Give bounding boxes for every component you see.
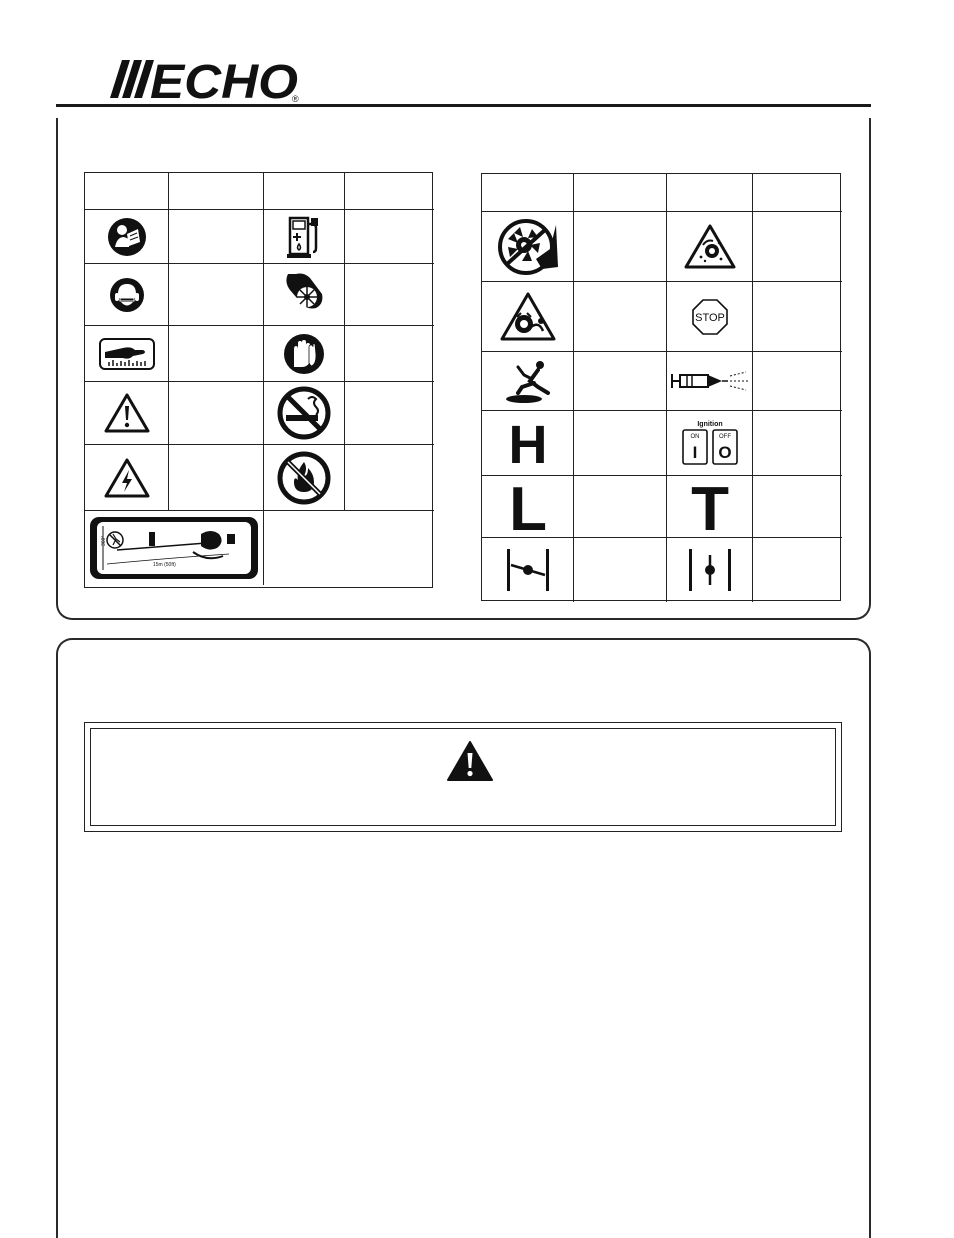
logo-wordmark: ECHO bbox=[150, 58, 298, 102]
read-manual-icon bbox=[107, 217, 147, 257]
hot-surface-hand-icon bbox=[99, 338, 155, 370]
letter-t: T bbox=[690, 479, 729, 534]
symbol-cell bbox=[264, 326, 345, 382]
warning-box-inner bbox=[90, 728, 836, 826]
ignition-off-symbol: O bbox=[717, 443, 732, 462]
ignition-title: Ignition bbox=[696, 421, 723, 428]
thrown-object-hazard-icon bbox=[683, 223, 737, 271]
echo-logo bbox=[108, 58, 303, 102]
symbol-cell bbox=[85, 511, 264, 585]
symbol-cell bbox=[482, 411, 574, 476]
distance-label: 15m (50ft) bbox=[153, 562, 176, 568]
choke-open-icon bbox=[685, 547, 735, 593]
stop-label: STOP bbox=[694, 311, 725, 324]
symbol-cell bbox=[264, 445, 345, 511]
symbol-description bbox=[753, 538, 842, 602]
symbol-cell bbox=[482, 352, 574, 411]
symbol-cell bbox=[482, 282, 574, 352]
letter-h: H bbox=[508, 420, 547, 466]
ignition-off-label: OFF bbox=[718, 434, 731, 440]
table-header bbox=[482, 174, 574, 212]
warning-exclamation-icon bbox=[104, 392, 150, 434]
high-speed-letter-icon bbox=[508, 420, 548, 466]
slip-hazard-icon bbox=[502, 357, 554, 405]
symbol-description bbox=[574, 411, 667, 476]
symbol-description bbox=[169, 326, 264, 382]
distance-height-label: 360° bbox=[101, 535, 107, 546]
t-adjust-letter-icon bbox=[690, 480, 730, 534]
symbols-table-left bbox=[84, 172, 433, 588]
symbol-description bbox=[574, 352, 667, 411]
table-header bbox=[169, 173, 264, 210]
table-header bbox=[345, 173, 434, 210]
symbol-cell bbox=[482, 212, 574, 282]
symbol-description bbox=[345, 445, 434, 511]
symbol-description bbox=[345, 210, 434, 264]
symbol-description bbox=[574, 476, 667, 538]
symbol-cell bbox=[667, 212, 753, 282]
rotating-blade-hand-hazard-icon bbox=[282, 270, 326, 320]
symbol-description bbox=[574, 282, 667, 352]
symbol-cell bbox=[667, 538, 753, 602]
table-header bbox=[574, 174, 667, 212]
symbol-cell bbox=[482, 538, 574, 602]
symbol-cell bbox=[85, 210, 169, 264]
symbols-table-right bbox=[481, 173, 841, 601]
symbol-cell bbox=[667, 352, 753, 411]
electrical-hazard-icon bbox=[104, 457, 150, 499]
header-rule bbox=[56, 104, 871, 107]
no-smoking-icon bbox=[276, 385, 332, 441]
stop-sign-icon bbox=[691, 298, 729, 336]
symbol-cell bbox=[667, 282, 753, 352]
symbol-cell bbox=[264, 264, 345, 326]
table-header bbox=[667, 174, 753, 212]
bystander-distance-icon bbox=[89, 516, 259, 580]
symbol-cell bbox=[264, 382, 345, 445]
symbol-description bbox=[169, 382, 264, 445]
symbol-description bbox=[345, 382, 434, 445]
warning-triangle-icon bbox=[447, 740, 493, 782]
symbol-description bbox=[753, 212, 842, 282]
table-header bbox=[85, 173, 169, 210]
table-header bbox=[753, 174, 842, 212]
symbol-cell bbox=[482, 476, 574, 538]
warning-box bbox=[84, 722, 842, 832]
symbol-description bbox=[169, 445, 264, 511]
no-blade-kickback-icon bbox=[496, 217, 560, 277]
registered-mark: ® bbox=[292, 94, 299, 102]
ignition-switch-icon bbox=[680, 418, 740, 468]
symbol-description bbox=[169, 264, 264, 326]
symbol-description bbox=[574, 538, 667, 602]
symbol-description bbox=[753, 476, 842, 538]
symbol-description bbox=[753, 411, 842, 476]
symbol-description bbox=[264, 511, 434, 585]
symbol-description bbox=[753, 352, 842, 411]
symbol-description bbox=[169, 210, 264, 264]
symbol-cell bbox=[667, 476, 753, 538]
symbol-description bbox=[574, 212, 667, 282]
symbol-cell bbox=[264, 210, 345, 264]
letter-l: L bbox=[508, 479, 547, 534]
ignition-on-symbol: I bbox=[692, 443, 697, 462]
symbol-cell bbox=[667, 411, 753, 476]
gloves-icon bbox=[283, 333, 325, 375]
table-header bbox=[264, 173, 345, 210]
symbol-description bbox=[753, 282, 842, 352]
symbol-description bbox=[345, 264, 434, 326]
symbol-cell bbox=[85, 382, 169, 445]
fuel-pump-icon bbox=[287, 214, 321, 260]
symbol-cell bbox=[85, 445, 169, 511]
eye-ear-head-protection-icon bbox=[109, 277, 145, 313]
low-speed-letter-icon bbox=[508, 480, 548, 534]
symbol-cell bbox=[85, 326, 169, 382]
symbol-description bbox=[345, 326, 434, 382]
primer-pump-icon bbox=[670, 370, 750, 392]
ignition-on-label: ON bbox=[690, 434, 699, 440]
choke-closed-icon bbox=[503, 547, 553, 593]
symbol-cell bbox=[85, 264, 169, 326]
blade-thrust-warning-icon bbox=[499, 291, 557, 343]
no-open-flame-icon bbox=[276, 450, 332, 506]
